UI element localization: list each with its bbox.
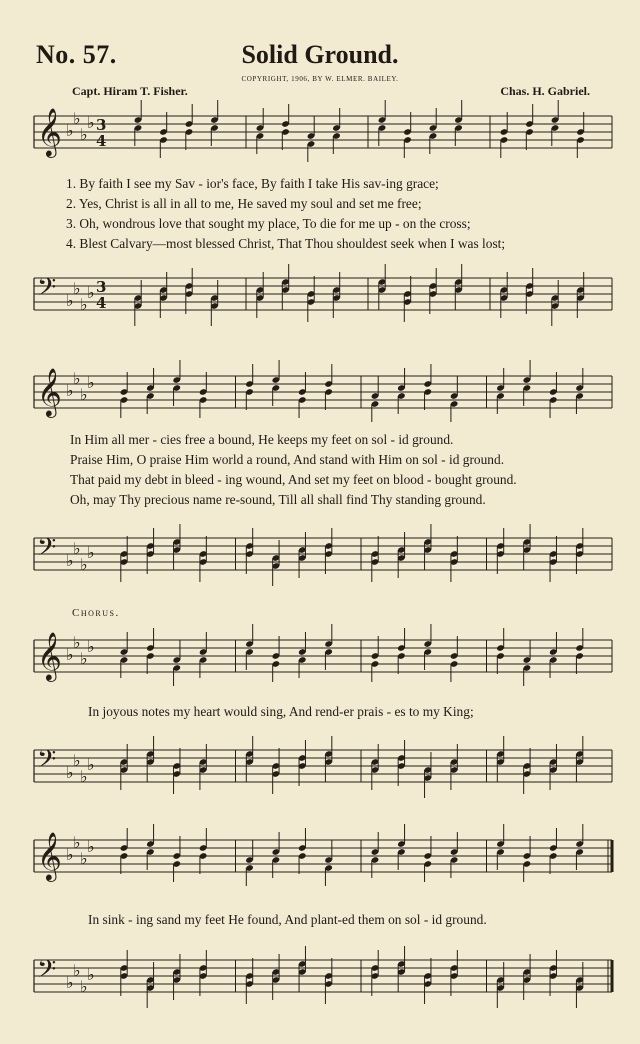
- flat-icon: ♭: [87, 637, 95, 656]
- flat-icon: ♭: [73, 539, 81, 558]
- treble-clef-icon: 𝄞: [37, 831, 62, 880]
- flat-icon: ♭: [80, 767, 88, 786]
- flat-icon: ♭: [66, 645, 74, 664]
- flat-icon: ♭: [87, 373, 95, 392]
- time-signature-top: 3: [96, 116, 107, 134]
- hymn-number: No. 57.: [36, 40, 117, 69]
- flat-icon: ♭: [66, 973, 74, 992]
- flat-icon: ♭: [66, 763, 74, 782]
- verse-line: 2. Yes, Christ is all in all to me, He saved my soul and set me free;: [66, 196, 422, 211]
- bass-clef-icon: 𝄢: [37, 745, 57, 780]
- flat-icon: ♭: [66, 381, 74, 400]
- time-signature-bottom: 4: [96, 294, 107, 312]
- flat-icon: ♭: [73, 369, 81, 388]
- flat-icon: ♭: [87, 283, 95, 302]
- bass-clef-icon: 𝄢: [37, 273, 57, 308]
- flat-icon: ♭: [80, 295, 88, 314]
- flat-icon: ♭: [66, 845, 74, 864]
- flat-icon: ♭: [80, 125, 88, 144]
- flat-icon: ♭: [73, 109, 81, 128]
- treble-clef-icon: 𝄞: [37, 107, 62, 156]
- flat-icon: ♭: [80, 977, 88, 996]
- flat-icon: ♭: [80, 849, 88, 868]
- flat-icon: ♭: [73, 833, 81, 852]
- flat-icon: ♭: [66, 121, 74, 140]
- flat-icon: ♭: [87, 543, 95, 562]
- bass-clef-icon: 𝄢: [37, 533, 57, 568]
- bass-staff: [0, 268, 640, 338]
- treble-staff: [0, 630, 640, 690]
- flat-icon: ♭: [87, 113, 95, 132]
- flat-icon: ♭: [80, 649, 88, 668]
- verse-line: 4. Blest Calvary—most blessed Christ, That Thou shouldest seek when I was lost;: [66, 236, 506, 251]
- flat-icon: ♭: [66, 551, 74, 570]
- treble-clef-icon: 𝄞: [37, 631, 62, 680]
- chorus-lyric-line: In sink - ing sand my feet He found, And plant-ed them on sol - id ground.: [88, 912, 487, 927]
- bass-clef-icon: 𝄢: [37, 955, 57, 990]
- verse-line: That paid my debt in bleed - ing wound, And set my feet on blood - bought ground.: [70, 472, 517, 487]
- flat-icon: ♭: [73, 961, 81, 980]
- flat-icon: ♭: [80, 555, 88, 574]
- flat-icon: ♭: [87, 755, 95, 774]
- chorus-lyric-line: In joyous notes my heart would sing, And rend-er prais - es to my King;: [88, 704, 474, 719]
- copyright-line: COPYRIGHT, 1906, BY W. ELMER. BAILEY.: [241, 75, 399, 83]
- flat-icon: ♭: [73, 751, 81, 770]
- treble-clef-icon: 𝄞: [37, 367, 62, 416]
- flat-icon: ♭: [66, 291, 74, 310]
- time-signature-top: 3: [96, 278, 107, 296]
- bass-staff: [0, 528, 640, 598]
- verse-line: Oh, may Thy precious name re-sound, Till all shall find Thy standing ground.: [70, 492, 486, 507]
- flat-icon: ♭: [80, 385, 88, 404]
- verse-line: 3. Oh, wondrous love that sought my place, To die for me up - on the cross;: [66, 216, 471, 231]
- flat-icon: ♭: [73, 279, 81, 298]
- verse-line: Praise Him, O praise Him world a round, And stand with Him on sol - id ground.: [70, 452, 505, 467]
- time-signature-bottom: 4: [96, 132, 107, 150]
- author-credit: Capt. Hiram T. Fisher.: [72, 84, 188, 98]
- hymn-title: Solid Ground.: [241, 40, 399, 69]
- bass-staff: [0, 740, 640, 810]
- treble-staff: [0, 366, 640, 426]
- verse-line: 1. By faith I see my Sav - ior's face, By faith I take His sav-ing grace;: [66, 176, 439, 191]
- flat-icon: ♭: [87, 837, 95, 856]
- verse-line: In Him all mer - cies free a bound, He keeps my feet on sol - id ground.: [70, 432, 454, 447]
- flat-icon: ♭: [87, 965, 95, 984]
- bass-staff: [0, 950, 640, 1020]
- flat-icon: ♭: [73, 633, 81, 652]
- treble-staff: [0, 106, 640, 166]
- chorus-label: Chorus.: [72, 607, 120, 619]
- treble-staff: [0, 830, 640, 890]
- composer-credit: Chas. H. Gabriel.: [500, 84, 590, 98]
